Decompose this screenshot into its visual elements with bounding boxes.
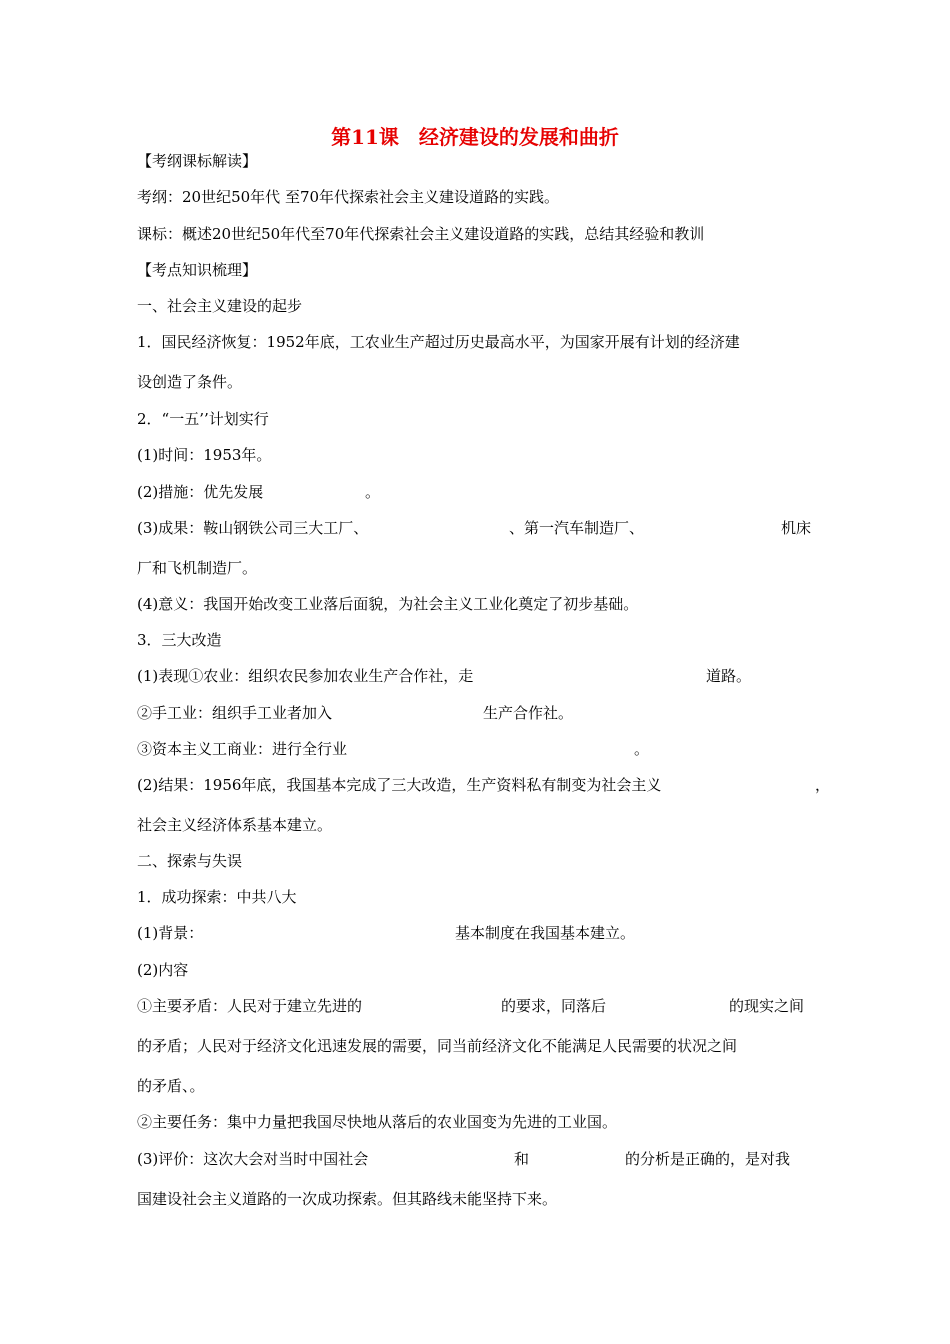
item3-result-end: ， [815, 776, 831, 794]
contradiction-mid: 的要求，同落后 [501, 997, 607, 1015]
item3-heading: 3．三大改造 [137, 631, 222, 649]
item3-result-line2: 社会主义经济体系基本建立。 [137, 816, 333, 834]
item3-capital-text: ③资本主义工商业：进行全行业 [137, 740, 348, 758]
part2-heading: 二、探索与失误 [137, 852, 243, 870]
contradiction-end: 的现实之间 [729, 997, 805, 1015]
kaogang-text: 考纲：20世纪50年代 至70年代探索社会主义建设道路的实践。 [137, 188, 560, 206]
contradiction-text: ①主要矛盾：人民对于建立先进的 [137, 997, 363, 1015]
part2-item1-heading: 1．成功探索：中共八大 [137, 888, 297, 906]
item3-result-text: (2)结果：1956年底，我国基本完成了三大改造，生产资料私有制变为社会主义 [137, 776, 662, 794]
item2-result-line2: 厂和飞机制造厂。 [137, 559, 258, 577]
item2-result-mid: 、第一汽车制造厂、 [509, 519, 645, 537]
kebiao-text: 课标：概述20世纪50年代至70年代探索社会主义建设道路的实践，总结其经验和教训 [137, 225, 705, 243]
part1-heading: 一、社会主义建设的起步 [137, 297, 303, 315]
item1-line2: 设创造了条件。 [137, 373, 243, 391]
item2-measure-text: (2)措施：优先发展 [137, 483, 264, 501]
background-end: 基本制度在我国基本建立。 [455, 924, 636, 942]
main-task: ②主要任务：集中力量把我国尽快地从落后的农业国变为先进的工业国。 [137, 1113, 618, 1131]
item2-time: (1)时间：1953年。 [137, 446, 272, 464]
item2-result-text: (3)成果：鞍山钢铁公司三大工厂、 [137, 519, 369, 537]
item3-craft-text: ②手工业：组织手工业者加入 [137, 704, 333, 722]
background-text: (1)背景： [137, 924, 204, 942]
evaluation-end: 的分析是正确的，是对我 [625, 1150, 791, 1168]
section-header-kaodian: 【考点知识梳理】 [137, 261, 258, 279]
content-heading: (2)内容 [137, 961, 189, 979]
item2-measure-end: 。 [365, 483, 381, 501]
item2-result-end: 机床 [781, 519, 812, 537]
section-header-kaogang: 【考纲课标解读】 [137, 152, 258, 170]
contradiction-line2: 的矛盾；人民对于经济文化迅速发展的需要，同当前经济文化不能满足人民需要的状况之间 [137, 1037, 738, 1055]
evaluation-mid: 和 [514, 1150, 530, 1168]
item3-agri-text: (1)表现①农业：组织农民参加农业生产合作社，走 [137, 667, 474, 685]
item3-capital-end: 。 [634, 740, 650, 758]
evaluation-line2: 国建设社会主义道路的一次成功探索。但其路线未能坚持下来。 [137, 1190, 558, 1208]
contradiction-line3: 的矛盾、。 [137, 1077, 205, 1095]
item2-heading: 2．“一五’’计划实行 [137, 410, 269, 428]
item3-craft-end: 生产合作社。 [483, 704, 574, 722]
item1-line1: 1．国民经济恢复：1952年底，工农业生产超过历史最高水平，为国家开展有计划的经济建 [137, 333, 740, 351]
evaluation-text: (3)评价：这次大会对当时中国社会 [137, 1150, 369, 1168]
item2-meaning: (4)意义：我国开始改变工业落后面貌，为社会主义工业化奠定了初步基础。 [137, 595, 639, 613]
page-title: 第11课 经济建设的发展和曲折 [331, 125, 619, 149]
item3-agri-end: 道路。 [706, 667, 752, 685]
